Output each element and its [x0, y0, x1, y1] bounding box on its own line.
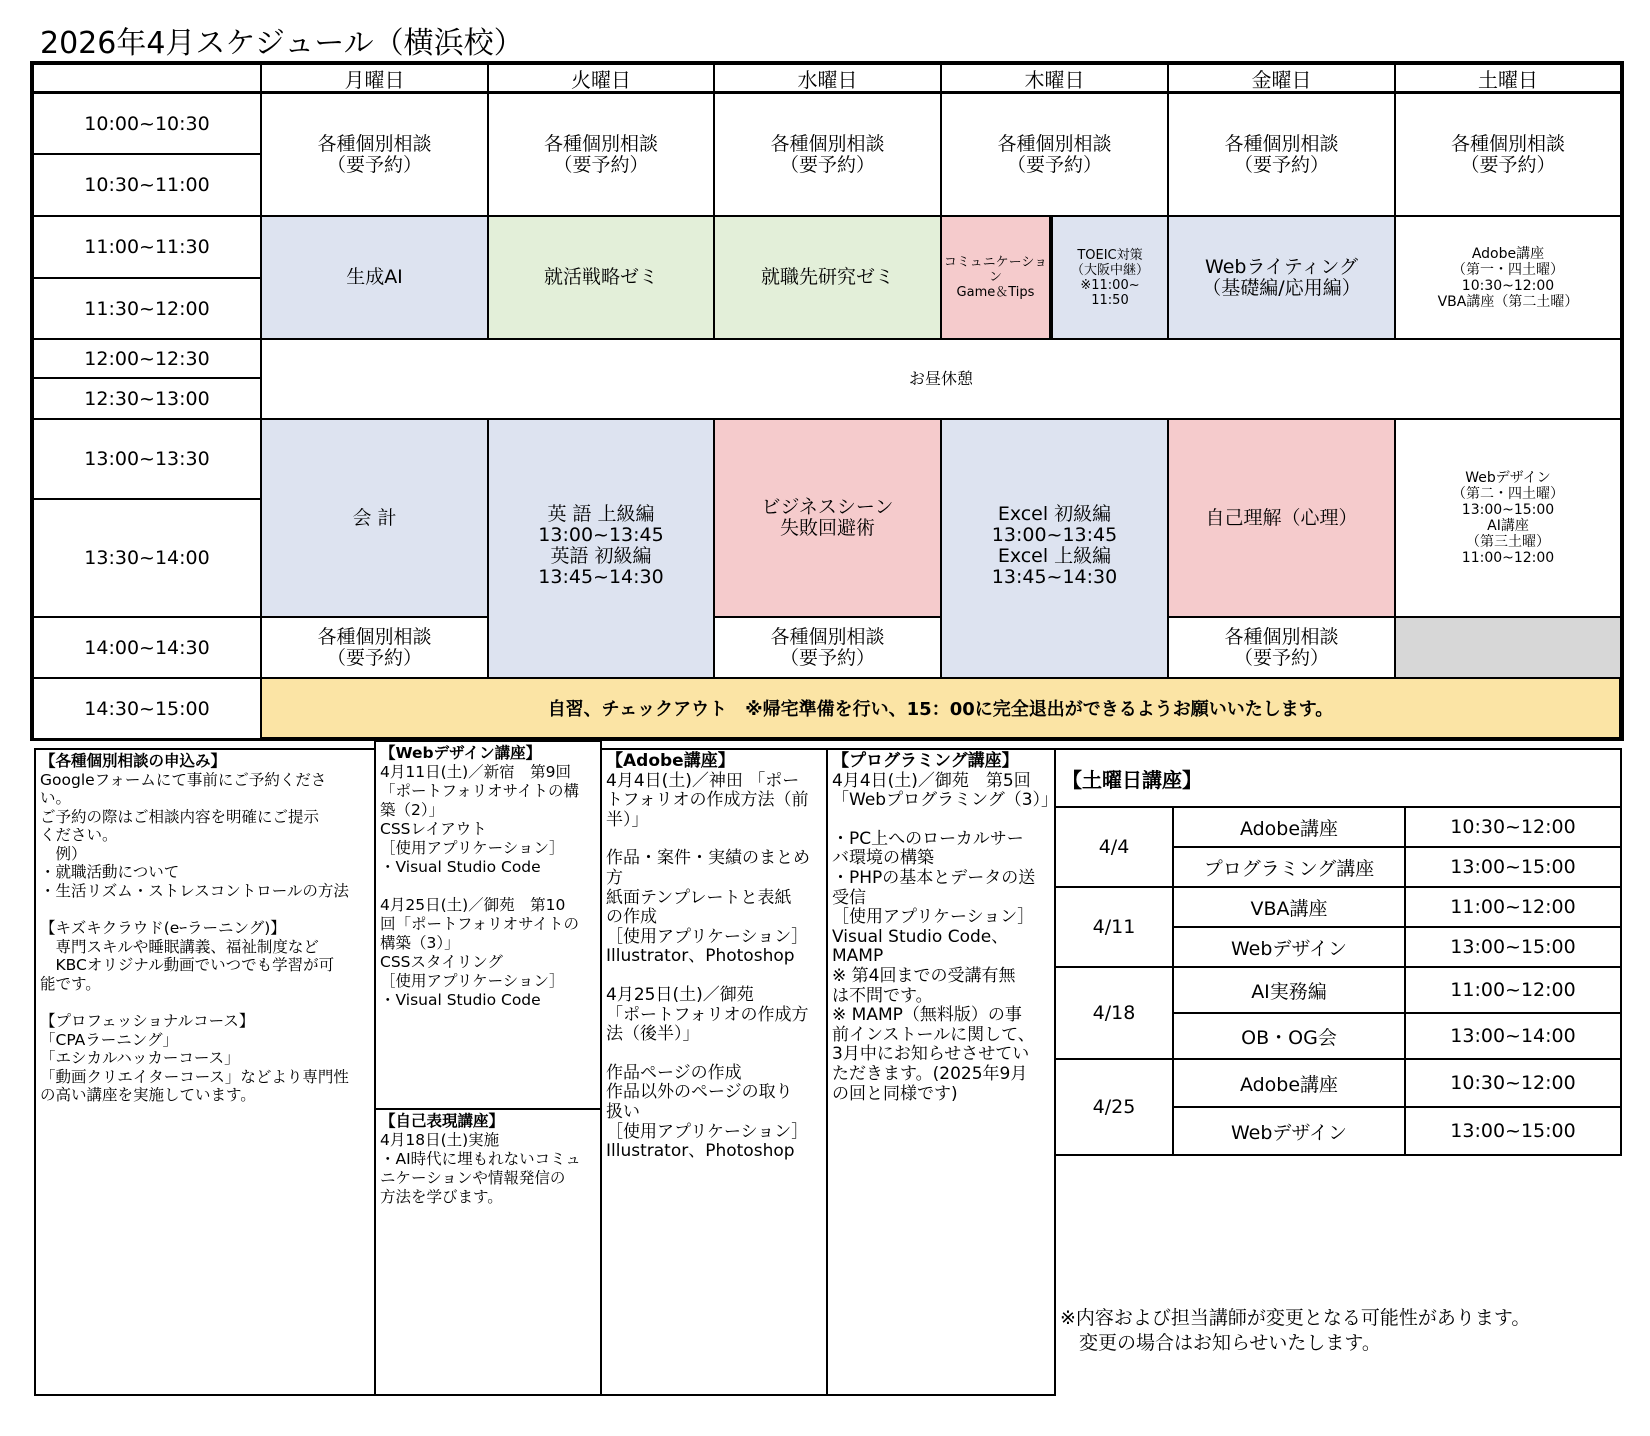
day-header — [713, 62, 942, 94]
notice-line: ※内容および担当講師が変更となる可能性があります。 — [1060, 1307, 1531, 1329]
info-line: MAMP — [832, 946, 884, 967]
time-label: 13:00~13:30 — [84, 448, 210, 470]
page-title: 2026年4月スケジュール（横浜校） — [40, 26, 524, 61]
consult-cell — [487, 92, 715, 217]
checkout-banner — [260, 677, 1622, 740]
class-text: 11:50 — [1091, 292, 1129, 308]
time-slot — [32, 418, 262, 500]
info-line: 作品・案件・実績のまとめ — [606, 848, 810, 869]
info-line: 作品以外のページの取り — [606, 1082, 793, 1103]
class-text: ※11:00~ — [1080, 277, 1140, 293]
info-line: 専門スキルや睡眠講義、福祉制度など — [40, 937, 319, 956]
info-line: 「ポートフォリオサイトの構 — [380, 782, 580, 800]
day-label: 金曜日 — [1251, 67, 1312, 92]
info-line: 方法を学びます。 — [380, 1188, 503, 1206]
consult-cell — [1167, 616, 1396, 679]
info-line: 築（2）」 — [380, 801, 445, 819]
class-toeic — [1051, 215, 1169, 340]
class-text: Webライティング — [1205, 255, 1358, 278]
header-corner — [32, 62, 262, 94]
class-text: 11:00~12:00 — [1461, 550, 1555, 566]
consult-text: 各種個別相談 — [1224, 132, 1339, 155]
info-line: ・就職活動について — [40, 863, 180, 881]
time-slot — [32, 277, 262, 340]
day-label: 木曜日 — [1024, 67, 1085, 92]
class-text: 13:00~13:45 — [538, 524, 664, 546]
class-text: Game＆Tips — [956, 285, 1035, 300]
info-line: ・生活リズム・ストレスコントロールの方法 — [40, 881, 349, 900]
day-header — [260, 62, 489, 94]
course-cell: Adobe講座 — [1173, 807, 1405, 847]
section-heading: 【自己表現講座】 — [380, 1112, 505, 1130]
consult-cell — [713, 616, 942, 679]
class-text: Excel 初級編 — [997, 503, 1112, 525]
day-label: 水曜日 — [797, 67, 858, 92]
class-text: 13:45~14:30 — [991, 566, 1118, 588]
course-cell: VBA講座 — [1173, 887, 1405, 927]
info-line: 「Webプログラミング（3）」 — [832, 790, 1059, 811]
class-text: 13:00~15:00 — [1461, 502, 1555, 518]
course-cell: AI実務編 — [1173, 967, 1405, 1013]
consult-text: （要予約） — [326, 153, 422, 176]
time-slot — [32, 92, 262, 155]
class-text: （大阪中継） — [1070, 262, 1149, 278]
day-header — [1394, 62, 1622, 94]
info-line: ［使用アプリケーション］ — [832, 907, 1035, 928]
info-line: ・Visual Studio Code — [380, 858, 541, 876]
info-line: の作成 — [606, 907, 657, 928]
info-line: 4月25日(土)／御苑 第10 — [380, 896, 566, 914]
info-line: ・PHPの基本とデータの送 — [832, 867, 1036, 888]
time-slot — [32, 215, 262, 279]
day-label: 土曜日 — [1478, 67, 1538, 92]
course-cell: Webデザイン — [1173, 1107, 1405, 1155]
day-label: 月曜日 — [344, 67, 405, 92]
info-line: ・AI時代に埋もれないコミュ — [380, 1150, 581, 1168]
info-line: 前インストールに関して、 — [832, 1024, 1035, 1045]
info-line: 扱い — [606, 1101, 640, 1122]
info-webdesign-column — [374, 740, 602, 1110]
info-line: 3月中にお知らせさせてい — [832, 1044, 1030, 1065]
day-header — [1167, 62, 1396, 94]
date-cell: 4/11 — [1055, 887, 1173, 967]
time-slot — [32, 377, 262, 420]
time-label: 10:00~10:30 — [84, 112, 210, 135]
time-cell: 11:00~12:00 — [1405, 967, 1621, 1013]
info-line — [40, 900, 370, 919]
consult-text: （要予約） — [1233, 646, 1329, 669]
class-english — [487, 418, 715, 679]
info-line — [380, 877, 596, 896]
course-cell: Adobe講座 — [1173, 1059, 1405, 1107]
course-cell: OB・OG会 — [1173, 1013, 1405, 1059]
class-text: AI講座 — [1487, 518, 1529, 534]
consult-text: 各種個別相談 — [1224, 625, 1339, 648]
class-text: ン — [988, 270, 1002, 285]
info-line — [40, 993, 370, 1012]
info-line: ［使用アプリケーション］ — [380, 839, 565, 857]
class-text: （第三土曜） — [1466, 534, 1550, 550]
class-text: 英語 初級編 — [550, 545, 652, 567]
info-line: ※ MAMP（無料版）の事 — [832, 1005, 1022, 1026]
saturday-table — [1054, 806, 1622, 1156]
info-line: 方 — [606, 867, 623, 888]
time-cell: 13:00~15:00 — [1405, 1107, 1621, 1155]
time-label: 11:30~12:00 — [84, 297, 210, 320]
consult-text: （要予約） — [1460, 153, 1556, 176]
class-text: 13:45~14:30 — [538, 566, 664, 588]
info-line — [606, 967, 822, 986]
time-cell: 10:30~12:00 — [1405, 1059, 1621, 1107]
info-line: 「エシカルハッカーコース」 — [40, 1049, 240, 1067]
class-name: 会 計 — [352, 506, 397, 529]
info-line: 「動画クリエイターコース」などより専門性 — [40, 1067, 349, 1086]
info-line: 4月18日(土)実施 — [380, 1131, 500, 1149]
date-cell: 4/18 — [1055, 967, 1173, 1059]
consult-text: 各種個別相談 — [317, 132, 432, 155]
class-name: 就活戦略ゼミ — [543, 266, 658, 288]
date-cell: 4/4 — [1055, 807, 1173, 887]
section-heading: 【Adobe講座】 — [606, 751, 735, 771]
class-text: コミュニケーショ — [943, 255, 1048, 270]
time-label: 11:00~11:30 — [84, 236, 210, 258]
info-line: ただきます。(2025年9月 — [832, 1063, 1028, 1084]
info-line: 【キズキクラウド(eｰラーニング)】 — [40, 919, 286, 937]
info-line: ※ 第4回までの受講有無 — [832, 965, 1016, 986]
class-text: （第二・四土曜） — [1452, 486, 1564, 502]
course-cell: Webデザイン — [1173, 927, 1405, 967]
consult-text: 各種個別相談 — [543, 132, 658, 155]
change-notice — [1060, 1306, 1530, 1356]
info-line: ［使用アプリケーション］ — [606, 926, 809, 947]
class-employer-research — [713, 215, 942, 340]
info-line: ［使用アプリケーション］ — [380, 972, 565, 990]
info-line — [606, 1045, 822, 1064]
time-label: 13:30~14:00 — [84, 547, 210, 569]
class-text: Webデザイン — [1465, 470, 1551, 486]
class-web-writing — [1167, 215, 1396, 340]
table-row — [1055, 1059, 1621, 1107]
time-label: 14:30~15:00 — [84, 697, 210, 720]
info-adobe-column — [600, 748, 828, 1396]
info-line: 「CPAラーニング」 — [40, 1030, 178, 1049]
class-web-design-ai — [1394, 418, 1622, 618]
class-text: （基礎編/応用編） — [1202, 276, 1361, 299]
class-text: VBA講座（第二土曜） — [1437, 293, 1579, 310]
table-row — [1055, 807, 1621, 847]
class-text: Adobe講座 — [1471, 245, 1545, 262]
time-label: 12:30~13:00 — [84, 387, 210, 410]
class-job-strategy — [487, 215, 715, 340]
info-line: ・Visual Studio Code — [380, 991, 541, 1009]
info-line: 「ポートフォリオの作成方 — [606, 1004, 809, 1025]
info-selfexpression-column — [374, 1108, 602, 1396]
day-header — [487, 62, 715, 94]
info-line: 作品ページの作成 — [606, 1062, 742, 1083]
checkout-text: 自習、チェックアウト ※帰宅準備を行い、15：00に完全退出ができるようお願いいたします。 — [547, 699, 1334, 720]
time-slot — [32, 498, 262, 618]
consult-cell — [260, 92, 489, 217]
class-self-understanding — [1167, 418, 1396, 618]
class-name: 自己理解（心理） — [1205, 506, 1358, 529]
consult-cell — [1394, 92, 1622, 217]
info-line: 4月4日(土)／御苑 第5回 — [832, 770, 1031, 791]
info-line: Googleフォームにて事前にご予約くださ — [40, 770, 327, 789]
time-cell: 13:00~14:00 — [1405, 1013, 1621, 1059]
class-text: TOEIC対策 — [1077, 247, 1143, 263]
info-line: 4月25日(土)／御苑 — [606, 984, 754, 1005]
class-text: 失敗回避術 — [779, 517, 875, 539]
info-line: 回「ポートフォリオサイトの — [380, 915, 580, 933]
consult-cell — [713, 92, 942, 217]
date-cell: 4/25 — [1055, 1059, 1173, 1155]
class-text: ビジネスシーン — [761, 496, 894, 518]
info-line: 4月11日(土)／新宿 第9回 — [380, 763, 572, 781]
info-line: 半）」 — [606, 809, 649, 830]
info-line: 【プロフェッショナルコース】 — [40, 1012, 255, 1030]
class-adobe-vba — [1394, 215, 1622, 340]
info-line: ［使用アプリケーション］ — [606, 1121, 809, 1142]
time-cell: 10:30~12:00 — [1405, 807, 1621, 847]
info-line: KBCオリジナル動画でいつでも学習が可 — [40, 956, 335, 974]
empty-cell — [1394, 616, 1622, 679]
consult-cell — [260, 616, 489, 679]
time-slot — [32, 677, 262, 740]
class-business-scene — [713, 418, 942, 618]
lunch-label: お昼休憩 — [908, 369, 973, 388]
section-heading: 【各種個別相談の申込み】 — [40, 752, 227, 770]
info-line — [606, 830, 822, 849]
day-header — [940, 62, 1169, 94]
info-line: 法（後半）」 — [606, 1024, 700, 1045]
info-line: ください。 — [40, 826, 118, 844]
info-consult-column — [34, 748, 376, 1396]
saturday-heading: 【土曜日講座】 — [1054, 748, 1622, 806]
info-line: バ環境の構築 — [832, 848, 934, 869]
info-line: の高い講座を実施しています。 — [40, 1086, 256, 1104]
info-line: Illustrator、Photoshop — [606, 1141, 795, 1162]
info-line: 構築（3）」 — [380, 934, 460, 952]
info-line: Illustrator、Photoshop — [606, 946, 795, 967]
consult-text: （要予約） — [779, 646, 875, 669]
info-line: ニケーションや情報発信の — [380, 1169, 566, 1187]
class-communication — [940, 215, 1051, 340]
consult-text: （要予約） — [1233, 153, 1329, 176]
consult-cell — [1167, 92, 1396, 217]
lunch-break — [260, 338, 1622, 420]
class-name: 就職先研究ゼミ — [760, 266, 894, 288]
section-heading: 【プログラミング講座】 — [832, 751, 1019, 771]
info-line: CSSスタイリング — [380, 953, 503, 971]
class-text: （第一・四土曜） — [1451, 261, 1564, 278]
class-accounting — [260, 418, 489, 618]
time-label: 14:00~14:30 — [84, 636, 210, 659]
consult-text: 各種個別相談 — [770, 625, 885, 648]
day-label: 火曜日 — [571, 67, 631, 92]
class-generative-ai — [260, 215, 489, 340]
time-cell: 13:00~15:00 — [1405, 847, 1621, 887]
table-row — [1055, 967, 1621, 1013]
class-text: 13:00~13:45 — [991, 524, 1118, 546]
info-line: ご予約の際はご相談内容を明確にご提示 — [40, 807, 320, 826]
info-line: ・PC上へのローカルサー — [832, 828, 1024, 849]
section-heading: 【Webデザイン講座】 — [380, 744, 542, 762]
info-line: 能です。 — [40, 974, 101, 993]
consult-text: 各種個別相談 — [770, 132, 885, 155]
info-line: 受信 — [832, 887, 866, 908]
info-programming-column — [826, 748, 1059, 1396]
time-label: 10:30~11:00 — [84, 174, 210, 196]
class-name: 生成AI — [346, 266, 403, 288]
info-line: は不問です。 — [832, 985, 933, 1006]
info-line: 紙面テンプレートと表紙 — [606, 887, 792, 908]
class-excel — [940, 418, 1169, 679]
class-text: 10:30~12:00 — [1461, 277, 1555, 294]
class-text: 英 語 上級編 — [547, 503, 655, 525]
info-line: い。 — [40, 789, 72, 807]
consult-text: 各種個別相談 — [997, 132, 1112, 155]
time-slot — [32, 616, 262, 679]
consult-cell — [940, 92, 1169, 217]
consult-text: 各種個別相談 — [1450, 132, 1565, 155]
consult-text: （要予約） — [326, 646, 422, 669]
class-text: Excel 上級編 — [997, 545, 1112, 567]
info-line: トフォリオの作成方法（前 — [606, 790, 809, 811]
notice-line: 変更の場合はお知らせいたします。 — [1060, 1332, 1381, 1354]
info-line: 例） — [40, 844, 87, 863]
time-slot — [32, 338, 262, 379]
info-line: 4月4日(土)／神田 「ポー — [606, 770, 800, 791]
consult-text: （要予約） — [779, 153, 875, 176]
info-line — [832, 811, 1050, 830]
info-line: の回と同様です) — [832, 1083, 958, 1104]
table-row — [1055, 887, 1621, 927]
time-cell: 11:00~12:00 — [1405, 887, 1621, 927]
time-slot — [32, 153, 262, 217]
consult-text: 各種個別相談 — [317, 625, 432, 648]
consult-text: （要予約） — [553, 153, 649, 176]
consult-text: （要予約） — [1006, 153, 1102, 176]
info-line: Visual Studio Code、 — [832, 926, 1009, 947]
time-cell: 13:00~15:00 — [1405, 927, 1621, 967]
time-label: 12:00~12:30 — [84, 347, 210, 370]
info-line: CSSレイアウト — [380, 820, 487, 838]
course-cell: プログラミング講座 — [1173, 847, 1405, 887]
